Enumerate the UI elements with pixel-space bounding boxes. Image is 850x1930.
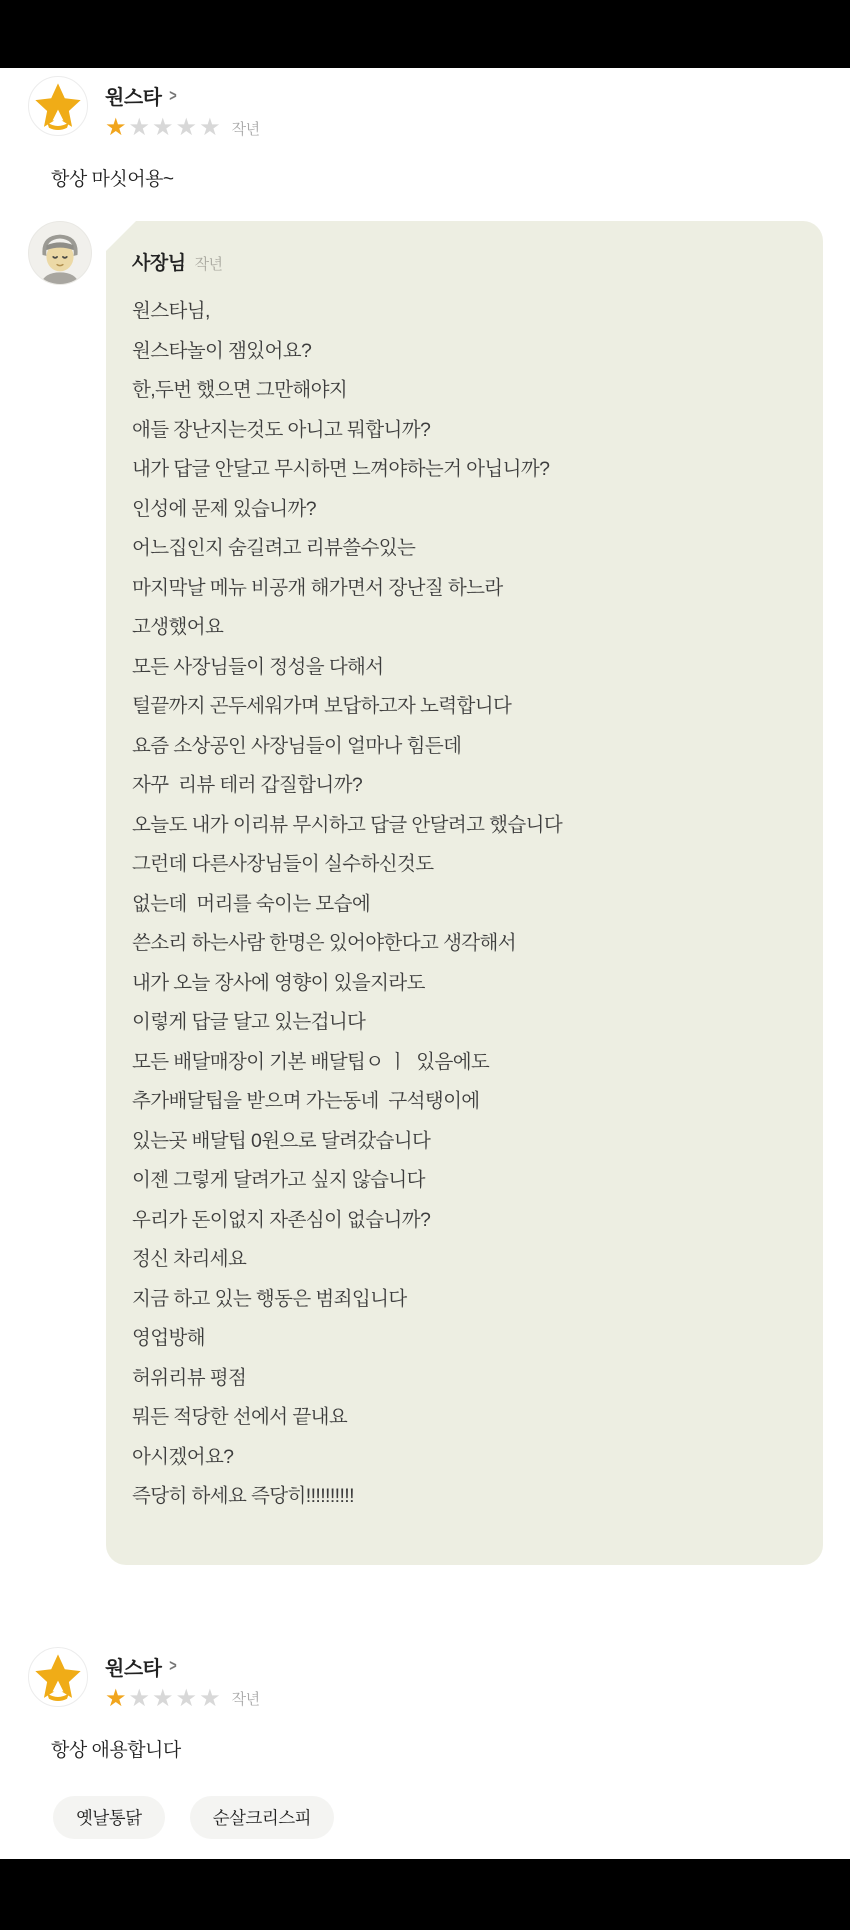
reply-line: 정신 차리세요 <box>132 1248 247 1270</box>
star-filled-icon: ★ <box>105 114 129 141</box>
reply-line: 영업방해 <box>132 1327 205 1349</box>
star-character-icon <box>29 77 87 135</box>
rating-row <box>105 1684 260 1712</box>
star-empty-icon: ★ <box>175 114 200 141</box>
reply-line: 있는곳 배달팁 0원으로 달려갔습니다 <box>132 1129 431 1152</box>
reply-line: 우리가 돈이없지 자존심이 없습니까? <box>132 1208 431 1231</box>
reviewer-name-link[interactable] <box>105 81 260 110</box>
reply-body <box>132 292 795 1517</box>
owner-reply <box>28 221 823 1565</box>
reply-line: 모든 사장님들이 정성을 다해서 <box>132 655 384 678</box>
reply-line: 쓴소리 하는사람 한명은 있어야한다고 생각해서 <box>132 932 517 954</box>
reviewer-name: 원스타 <box>105 1657 162 1680</box>
star-empty-icon: ★ <box>152 114 176 141</box>
bottom-bar <box>0 1859 850 1930</box>
review-date: 작년 <box>231 120 260 138</box>
reply-line: 추가배달팁을 받으며 가는동네 구석탱이에 <box>132 1090 480 1112</box>
chevron-right-icon: > <box>169 1656 178 1675</box>
reviewer-name-link[interactable] <box>105 1652 260 1681</box>
reply-line: 모든 배달매장이 기본 배달팁ㅇ ㅣ 있음에도 <box>132 1050 490 1073</box>
star-rating <box>105 1684 223 1712</box>
menu-tag-chip[interactable]: 옛날통닭 <box>53 1796 165 1839</box>
reply-line: 이렇게 답글 달고 있는겁니다 <box>132 1011 366 1033</box>
reply-line: 내가 답글 안달고 무시하면 느껴야하는거 아닙니까? <box>132 458 550 480</box>
star-empty-icon: ★ <box>175 1684 200 1712</box>
owner-character-icon <box>29 222 91 284</box>
menu-tag-chip[interactable]: 순살크리스피 <box>190 1796 334 1839</box>
reply-line: 인성에 문제 있습니까? <box>132 497 317 520</box>
star-rating <box>105 116 223 140</box>
reply-author: 사장님 <box>132 253 186 274</box>
star-empty-icon: ★ <box>128 114 153 141</box>
review-item-bottom <box>0 1639 850 1859</box>
reply-line: 어느집인지 숨길려고 리뷰쓸수있는 <box>132 537 416 559</box>
reply-line: 내가 오늘 장사에 영향이 있을지라도 <box>132 971 425 994</box>
reply-line: 애들 장난지는것도 아니고 뭐합니까? <box>132 418 431 441</box>
review-text: 항상 마싯어용~ <box>51 169 174 190</box>
reply-line: 즉당히 하세요 즉당히!!!!!!!!!! <box>132 1485 354 1507</box>
reply-line: 한,두번 했으면 그만해야지 <box>132 379 348 401</box>
reply-line: 요즘 소상공인 사장님들이 얼마나 힘든데 <box>132 734 462 757</box>
reply-date: 작년 <box>194 256 223 273</box>
reply-line: 지금 하고 있는 행동은 범죄입니다 <box>132 1287 407 1310</box>
review-date: 작년 <box>231 1691 260 1708</box>
star-character-icon <box>29 1648 87 1706</box>
reply-line: 원스타놀이 잼있어요? <box>132 339 312 362</box>
reply-line: 고생했어요 <box>132 616 224 638</box>
reply-line: 그런데 다른사장님들이 실수하신것도 <box>132 853 434 875</box>
review-header <box>28 76 823 140</box>
reply-line: 자꾸 리뷰 테러 갑질합니까? <box>132 774 363 796</box>
reply-line: 없는데 머리를 숙이는 모습에 <box>132 892 371 915</box>
rating-row <box>105 116 260 140</box>
reply-line: 마지막날 메뉴 비공개 해가면서 장난질 하느라 <box>132 576 503 599</box>
reply-line: 오늘도 내가 이리뷰 무시하고 답글 안달려고 했습니다 <box>132 813 563 836</box>
reply-line: 허위리뷰 평점 <box>132 1366 247 1389</box>
star-empty-icon: ★ <box>199 114 223 141</box>
reviewer-avatar[interactable] <box>28 1647 88 1707</box>
review-header <box>28 1647 823 1711</box>
reply-line: 원스타님, <box>132 300 210 322</box>
reply-line: 이젠 그렇게 달려가고 싶지 않습니다 <box>132 1169 425 1191</box>
star-empty-icon: ★ <box>128 1684 153 1712</box>
owner-avatar <box>28 221 92 285</box>
review-text: 항상 애용합니다 <box>51 1739 181 1761</box>
reply-line: 뭐든 적당한 선에서 끝내요 <box>132 1406 348 1428</box>
reviewer-avatar[interactable] <box>28 76 88 136</box>
reply-header <box>132 248 795 275</box>
reply-line: 털끝까지 곤두세워가며 보답하고자 노력합니다 <box>132 695 512 717</box>
review-item-top <box>0 68 850 191</box>
star-empty-icon: ★ <box>152 1684 176 1712</box>
chevron-right-icon: > <box>169 85 178 105</box>
menu-tags <box>53 1796 823 1839</box>
spacer <box>0 1565 850 1639</box>
reply-line: 아시겠어요? <box>132 1445 234 1468</box>
status-bar <box>0 0 850 68</box>
reviewer-name: 원스타 <box>105 87 162 109</box>
reply-bubble <box>106 221 823 1565</box>
star-filled-icon: ★ <box>105 1684 129 1712</box>
star-empty-icon: ★ <box>199 1684 223 1712</box>
